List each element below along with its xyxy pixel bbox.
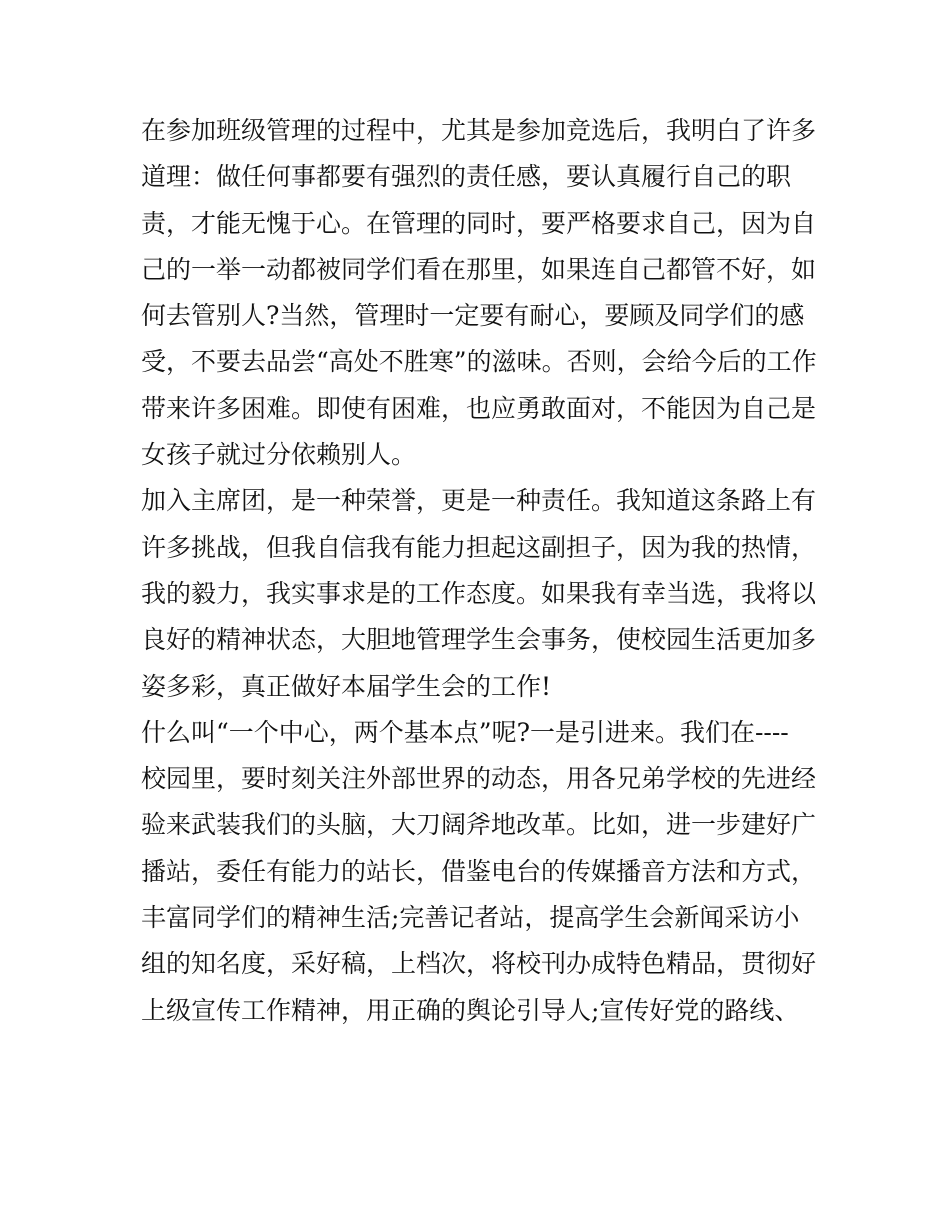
- text-line: 加入主席团，是一种荣誉，更是一种责任。我知道这条路上有: [141, 486, 817, 516]
- text-line: 何去管别人?当然，管理时一定要有耐心，要顾及同学们的感: [141, 301, 805, 331]
- text-line: 校园里，要时刻关注外部世界的动态，用各兄弟学校的先进经: [141, 764, 817, 794]
- text-line: 责，才能无愧于心。在管理的同时，要严格要求自己，因为自: [141, 208, 817, 238]
- text-line: 播站，委任有能力的站长，借鉴电台的传媒播音方法和方式，: [141, 856, 817, 886]
- text-line: 道理：做任何事都要有强烈的责任感，要认真履行自己的职: [141, 162, 792, 192]
- text-line: 良好的精神状态，大胆地管理学生会事务，使校园生活更加多: [141, 625, 817, 655]
- text-line: 女孩子就过分依赖别人。: [141, 440, 417, 470]
- text-line: 带来许多困难。即使有困难，也应勇敢面对，不能因为自己是: [141, 393, 817, 423]
- text-line: 组的知名度，采好稿，上档次，将校刊办成特色精品，贯彻好: [141, 949, 817, 979]
- text-line: 己的一举一动都被同学们看在那里，如果连自己都管不好，如: [141, 254, 817, 284]
- text-line: 许多挑战，但我自信我有能力担起这副担子，因为我的热情，: [141, 532, 817, 562]
- text-line: 受，不要去品尝“高处不胜寒”的滋味。否则，会给今后的工作: [141, 347, 817, 377]
- document-body: [141, 108, 821, 1034]
- text-line: 我的毅力，我实事求是的工作态度。如果我有幸当选，我将以: [141, 578, 817, 608]
- text-line: 上级宣传工作精神，用正确的舆论引导人;宣传好党的路线、: [141, 995, 800, 1025]
- text-line: 什么叫“一个中心，两个基本点”呢?一是引进来。我们在----: [141, 717, 789, 747]
- text-line: 姿多彩，真正做好本届学生会的工作!: [141, 671, 552, 701]
- text-line: 丰富同学们的精神生活;完善记者站，提高学生会新闻采访小: [141, 903, 800, 933]
- text-line: 验来武装我们的头脑，大刀阔斧地改革。比如，进一步建好广: [141, 810, 817, 840]
- text-line: 在参加班级管理的过程中，尤其是参加竞选后，我明白了许多: [141, 116, 817, 145]
